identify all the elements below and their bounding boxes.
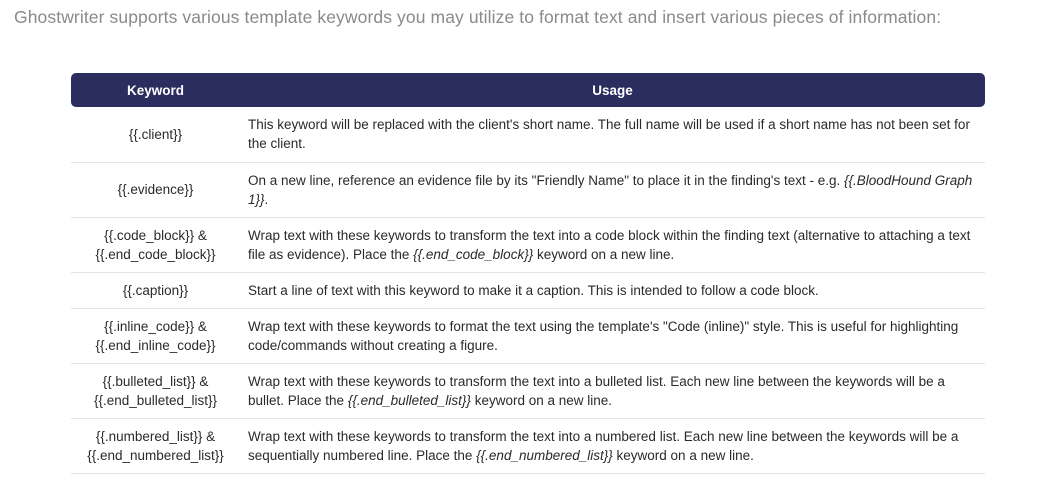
keyword-line: {{.end_bulleted_list}} [93,392,218,408]
usage-text: Wrap text with these keywords to transform the text into a numbered list. Each new line between the keywords will be a sequentially numbered line. Place the [248,428,959,463]
keyword-cell [71,162,240,217]
usage-keyword-ref: {{.end_bulleted_list}} [347,392,471,408]
table-row [71,418,985,473]
table-body [71,107,985,473]
table-row [71,162,985,217]
usage-cell [240,363,985,418]
keyword-table [71,73,985,474]
usage-text: Wrap text with these keywords to transform the text into a code block within the finding text (alternative to attaching a text file as evidence). Place the [248,227,971,262]
table-row [71,107,985,162]
keyword-cell [71,107,240,162]
keyword-line: {{.evidence}} [117,182,194,197]
keyword-line: {{.client}} [128,126,183,142]
keyword-line: {{.inline_code}} & [104,318,207,334]
keyword-cell [71,418,240,473]
usage-cell [240,308,985,363]
keyword-line: {{.caption}} [122,282,189,298]
keyword-cell [71,217,240,272]
usage-text: Start a line of text with this keyword to make it a caption. This is intended to follow a code block. [248,282,819,298]
usage-text: . [264,191,269,207]
usage-text: Wrap text with these keywords to format the text using the template's "Code (inline)" style. This is useful for highlighting code/commands without creating a figure. [248,318,959,353]
keyword-line: {{.end_code_block}} [95,246,216,262]
usage-keyword-ref: {{.end_numbered_list}} [476,447,613,463]
keyword-line: {{.code_block}} & [104,227,207,243]
table-header-row [71,73,985,107]
usage-text: keyword on a new line. [533,246,675,262]
table-row [71,217,985,272]
usage-text: Wrap text with these keywords to transform the text into a bulleted list. Each new line between the keywords will be a bullet. Place the [248,373,945,408]
keyword-cell [71,308,240,363]
usage-text: On a new line, reference an evidence file by its "Friendly Name" to place it in the finding's text - e.g. [248,172,844,188]
usage-keyword-ref: {{.BloodHound Graph 1}} [248,172,973,207]
usage-cell [240,418,985,473]
keyword-line: {{.end_inline_code}} [95,337,216,353]
keyword-cell [71,272,240,308]
usage-text: This keyword will be replaced with the client's short name. The full name will be used if a short name has not been set for the client. [248,117,970,152]
intro-text: Ghostwriter supports various template keywords you may utilize to format text and insert various pieces of information: [14,7,942,27]
table-row [71,272,985,308]
column-header-keyword: Keyword [71,73,240,107]
keyword-line: {{.numbered_list}} & [95,428,216,444]
keyword-cell [71,363,240,418]
keyword-line: {{.end_numbered_list}} [87,447,224,463]
keyword-line: {{.bulleted_list}} & [102,373,209,389]
usage-cell [240,217,985,272]
usage-text: keyword on a new line. [612,447,754,463]
usage-keyword-ref: {{.end_code_block}} [413,246,534,262]
usage-cell [240,162,985,217]
column-header-usage: Usage [240,73,985,107]
usage-cell [240,272,985,308]
table-row [71,363,985,418]
usage-text: keyword on a new line. [470,392,613,408]
usage-cell [240,107,985,162]
table-row [71,308,985,363]
keyword-table-container [71,73,985,474]
